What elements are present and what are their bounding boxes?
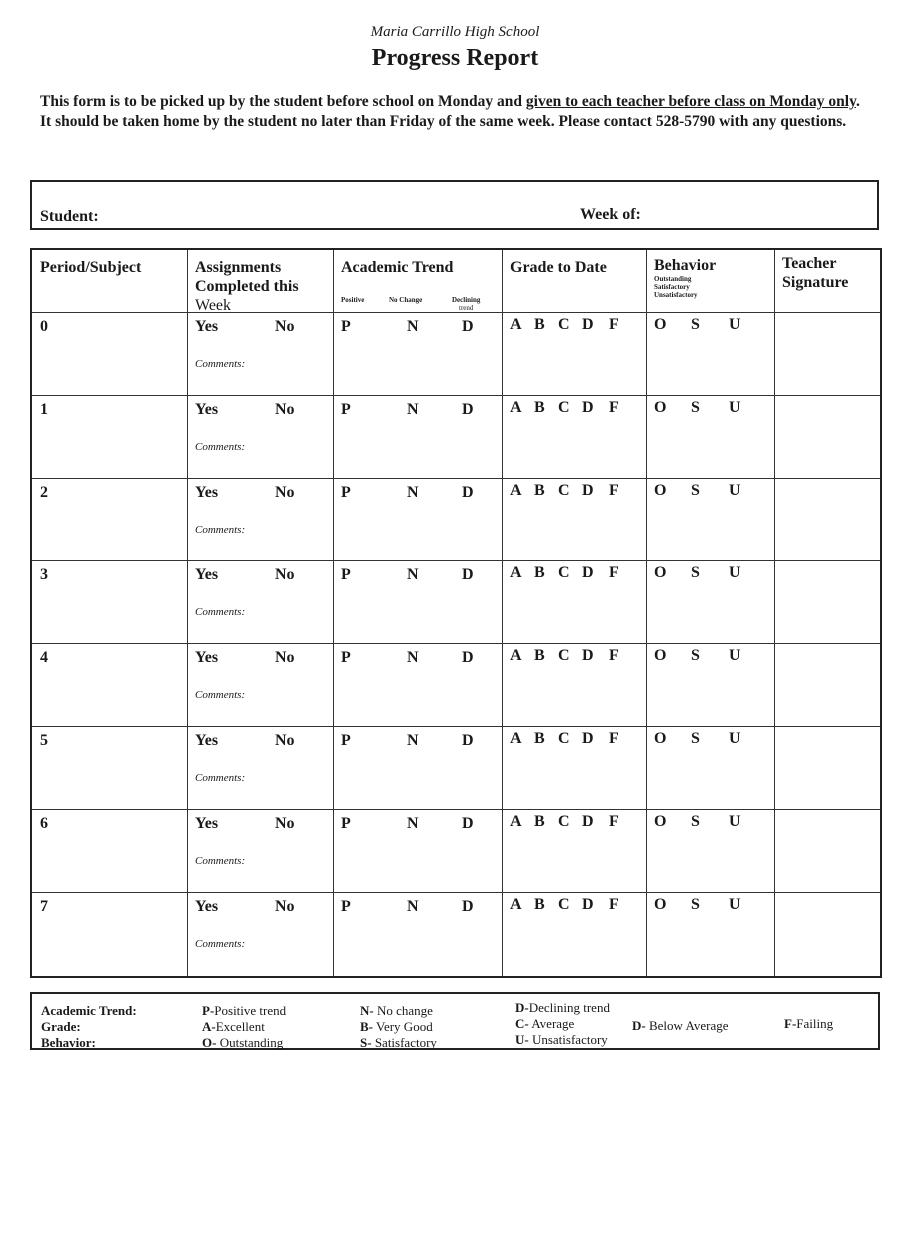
period-number: 2 [40, 483, 48, 501]
grade-option-d[interactable]: D [582, 647, 594, 665]
trend-option-d[interactable]: D [462, 483, 474, 501]
trend-option-p[interactable]: P [341, 566, 351, 584]
grade-option-a[interactable]: A [510, 895, 522, 913]
behavior-option-s[interactable]: S [691, 398, 700, 416]
behavior-option-u[interactable]: U [729, 398, 741, 416]
header-behavior-legend: Outstanding Satisfactory Unsatisfactory [654, 275, 698, 299]
instructions [40, 92, 870, 132]
trend-option-p[interactable]: P [341, 483, 351, 501]
trend-option-n[interactable]: N [407, 400, 419, 418]
header-trend-no-change: No Change [389, 296, 423, 304]
row-divider [32, 892, 880, 893]
grade-option-d[interactable]: D [582, 564, 594, 582]
week-of-label: Week of: [580, 206, 641, 223]
legend-col-2: N- No change B- Very Good S- Satisfactory [360, 1003, 437, 1050]
grade-option-b[interactable]: B [534, 316, 545, 333]
header-grade-to-date: Grade to Date [510, 259, 607, 276]
header-behavior: Behavior [654, 257, 717, 274]
assignments-yes-option[interactable]: Yes [195, 897, 219, 915]
grade-option-b[interactable]: B [534, 398, 545, 416]
row-divider [32, 809, 880, 810]
behavior-option-o[interactable]: O [654, 730, 667, 747]
teacher-signature-field[interactable] [775, 810, 878, 891]
trend-option-p[interactable]: P [341, 897, 351, 915]
comments-label: Comments: [195, 606, 246, 619]
behavior-option-o[interactable]: O [654, 895, 667, 913]
assignments-no-option[interactable]: No [275, 649, 295, 667]
grade-option-c[interactable]: C [558, 564, 570, 582]
grade-option-a[interactable]: A [510, 564, 522, 582]
grade-option-b[interactable]: B [534, 730, 545, 747]
behavior-option-s[interactable]: S [691, 316, 700, 333]
grade-option-c[interactable]: C [558, 398, 570, 416]
trend-option-d[interactable]: D [462, 649, 474, 667]
instructions-part1: This form is to be picked up by the student before school on Monday and [40, 93, 526, 110]
teacher-signature-field[interactable] [775, 479, 878, 560]
comments-label: Comments: [195, 937, 246, 950]
grade-option-c[interactable]: C [558, 647, 570, 665]
behavior-option-s[interactable]: S [691, 895, 700, 913]
assignments-yes-option[interactable]: Yes [195, 649, 219, 667]
grade-option-b[interactable]: B [534, 481, 545, 499]
teacher-signature-field[interactable] [775, 561, 878, 642]
trend-option-n[interactable]: N [407, 814, 419, 832]
legend-col-3: D-Declining trend C- Average U- Unsatisfactory [515, 1000, 610, 1047]
behavior-option-s[interactable]: S [691, 481, 700, 499]
row-divider [32, 726, 880, 727]
header-trend-positive: Positive [341, 296, 365, 304]
comments-label: Comments: [195, 689, 246, 702]
assignments-yes-option[interactable]: Yes [195, 318, 219, 335]
legend-labels: Academic Trend: Grade: Behavior: [41, 1003, 137, 1050]
grade-option-f[interactable]: F [609, 564, 619, 582]
legend-failing: F-Failing [784, 1016, 834, 1031]
assignments-yes-option[interactable]: Yes [195, 732, 219, 749]
trend-option-d[interactable]: D [462, 566, 474, 584]
grade-option-c[interactable]: C [558, 730, 570, 747]
trend-option-n[interactable]: N [407, 566, 419, 584]
behavior-option-o[interactable]: O [654, 398, 667, 416]
trend-option-n[interactable]: N [407, 318, 419, 335]
behavior-option-s[interactable]: S [691, 730, 700, 747]
teacher-signature-field[interactable] [775, 893, 878, 974]
trend-option-p[interactable]: P [341, 649, 351, 667]
comments-label: Comments: [195, 772, 246, 784]
assignments-no-option[interactable]: No [275, 814, 295, 832]
assignments-yes-option[interactable]: Yes [195, 483, 219, 501]
row-divider [32, 312, 880, 313]
student-label: Student: [40, 208, 99, 225]
header-academic-trend: Academic Trend [341, 259, 454, 276]
trend-option-d[interactable]: D [462, 897, 474, 915]
assignments-no-option[interactable]: No [275, 566, 295, 584]
comments-label: Comments: [195, 358, 246, 370]
grade-option-a[interactable]: A [510, 730, 522, 747]
trend-option-n[interactable]: N [407, 732, 419, 749]
period-number: 5 [40, 732, 48, 749]
period-number: 1 [40, 400, 48, 418]
column-divider [187, 250, 188, 976]
progress-table [30, 248, 882, 978]
grade-option-b[interactable]: B [534, 647, 545, 665]
legend-box [30, 992, 880, 1050]
grade-option-d[interactable]: D [582, 316, 594, 333]
teacher-signature-field[interactable] [775, 727, 878, 808]
assignments-no-option[interactable]: No [275, 897, 295, 915]
student-info-box [30, 180, 879, 230]
grade-option-f[interactable]: F [609, 730, 619, 747]
behavior-option-u[interactable]: U [729, 730, 741, 747]
row-divider [32, 560, 880, 561]
trend-option-n[interactable]: N [407, 649, 419, 667]
grade-option-d[interactable]: D [582, 481, 594, 499]
assignments-yes-option[interactable]: Yes [195, 566, 219, 584]
trend-option-d[interactable]: D [462, 318, 474, 335]
grade-option-f[interactable]: F [609, 812, 619, 830]
trend-option-d[interactable]: D [462, 732, 474, 749]
grade-option-b[interactable]: B [534, 564, 545, 582]
behavior-option-u[interactable]: U [729, 895, 741, 913]
period-number: 3 [40, 566, 48, 584]
column-divider [333, 250, 334, 976]
comments-label: Comments: [195, 523, 246, 536]
teacher-signature-field[interactable] [775, 313, 878, 394]
behavior-option-u[interactable]: U [729, 481, 741, 499]
comments-label: Comments: [195, 440, 246, 453]
grade-option-d[interactable]: D [582, 895, 594, 913]
grade-option-f[interactable]: F [609, 481, 619, 499]
trend-option-p[interactable]: P [341, 732, 351, 749]
grade-option-c[interactable]: C [558, 316, 570, 333]
instructions-part2: . It should be taken home by the student no later than Friday of the same week. Please contact 528-5790 with any questions. [40, 93, 860, 130]
grade-option-a[interactable]: A [510, 481, 522, 499]
trend-option-d[interactable]: D [462, 814, 474, 832]
behavior-option-o[interactable]: O [654, 316, 667, 333]
assignments-yes-option[interactable]: Yes [195, 400, 219, 418]
student-field[interactable] [118, 222, 568, 223]
header-teacher-signature: Teacher Signature [782, 255, 849, 291]
legend-col-1: P-Positive trend A-Excellent O- Outstanding [202, 1003, 287, 1050]
grade-option-a[interactable]: A [510, 812, 522, 830]
assignments-no-option[interactable]: No [275, 483, 295, 501]
assignments-no-option[interactable]: No [275, 400, 295, 418]
grade-option-f[interactable]: F [609, 398, 619, 416]
behavior-option-u[interactable]: U [729, 812, 741, 830]
instructions-underlined: given to each teacher before class on Monday only [525, 93, 856, 110]
behavior-option-u[interactable]: U [729, 647, 741, 665]
school-name: Maria Carrillo High School [370, 24, 540, 40]
behavior-option-u[interactable]: U [729, 316, 741, 333]
trend-option-n[interactable]: N [407, 897, 419, 915]
trend-option-d[interactable]: D [462, 400, 474, 418]
behavior-option-o[interactable]: O [654, 564, 667, 582]
grade-option-a[interactable]: A [510, 647, 522, 665]
grade-option-f[interactable]: F [609, 647, 619, 665]
behavior-option-o[interactable]: O [654, 812, 667, 830]
grade-option-f[interactable]: F [609, 895, 619, 913]
period-number: 6 [40, 814, 48, 832]
row-divider [32, 478, 880, 479]
grade-option-d[interactable]: D [582, 730, 594, 747]
trend-option-p[interactable]: P [341, 400, 351, 418]
assignments-yes-option[interactable]: Yes [195, 814, 219, 832]
grade-option-f[interactable]: F [609, 316, 619, 333]
column-divider [646, 250, 647, 976]
week-of-field[interactable] [654, 222, 864, 223]
behavior-option-s[interactable]: S [691, 812, 700, 830]
behavior-option-o[interactable]: O [654, 481, 667, 499]
period-number: 4 [40, 649, 48, 667]
page-title: Progress Report [371, 45, 539, 71]
trend-option-p[interactable]: P [341, 814, 351, 832]
teacher-signature-field[interactable] [775, 396, 878, 477]
header-assignments: Assignments Completed this Week [195, 259, 299, 314]
header-trend-declining: Declining trend [452, 296, 481, 312]
row-divider [32, 395, 880, 396]
grade-option-b[interactable]: B [534, 812, 545, 830]
grade-option-d[interactable]: D [582, 398, 594, 416]
grade-option-c[interactable]: C [558, 481, 570, 499]
legend-below-average: D- Below Average [632, 1018, 729, 1033]
header-period: Period/Subject [40, 259, 142, 276]
behavior-option-o[interactable]: O [654, 647, 667, 665]
grade-option-c[interactable]: C [558, 895, 570, 913]
behavior-option-u[interactable]: U [729, 564, 741, 582]
period-number: 0 [40, 318, 48, 335]
behavior-option-s[interactable]: S [691, 564, 700, 582]
assignments-no-option[interactable]: No [275, 732, 295, 749]
assignments-no-option[interactable]: No [275, 318, 295, 335]
grade-option-a[interactable]: A [510, 398, 522, 416]
grade-option-b[interactable]: B [534, 895, 545, 913]
grade-option-d[interactable]: D [582, 812, 594, 830]
trend-option-p[interactable]: P [341, 318, 351, 335]
grade-option-c[interactable]: C [558, 812, 570, 830]
grade-option-a[interactable]: A [510, 316, 522, 333]
teacher-signature-field[interactable] [775, 644, 878, 725]
trend-option-n[interactable]: N [407, 483, 419, 501]
comments-label: Comments: [195, 854, 246, 867]
row-divider [32, 643, 880, 644]
column-divider [502, 250, 503, 976]
behavior-option-s[interactable]: S [691, 647, 700, 665]
period-number: 7 [40, 897, 48, 915]
